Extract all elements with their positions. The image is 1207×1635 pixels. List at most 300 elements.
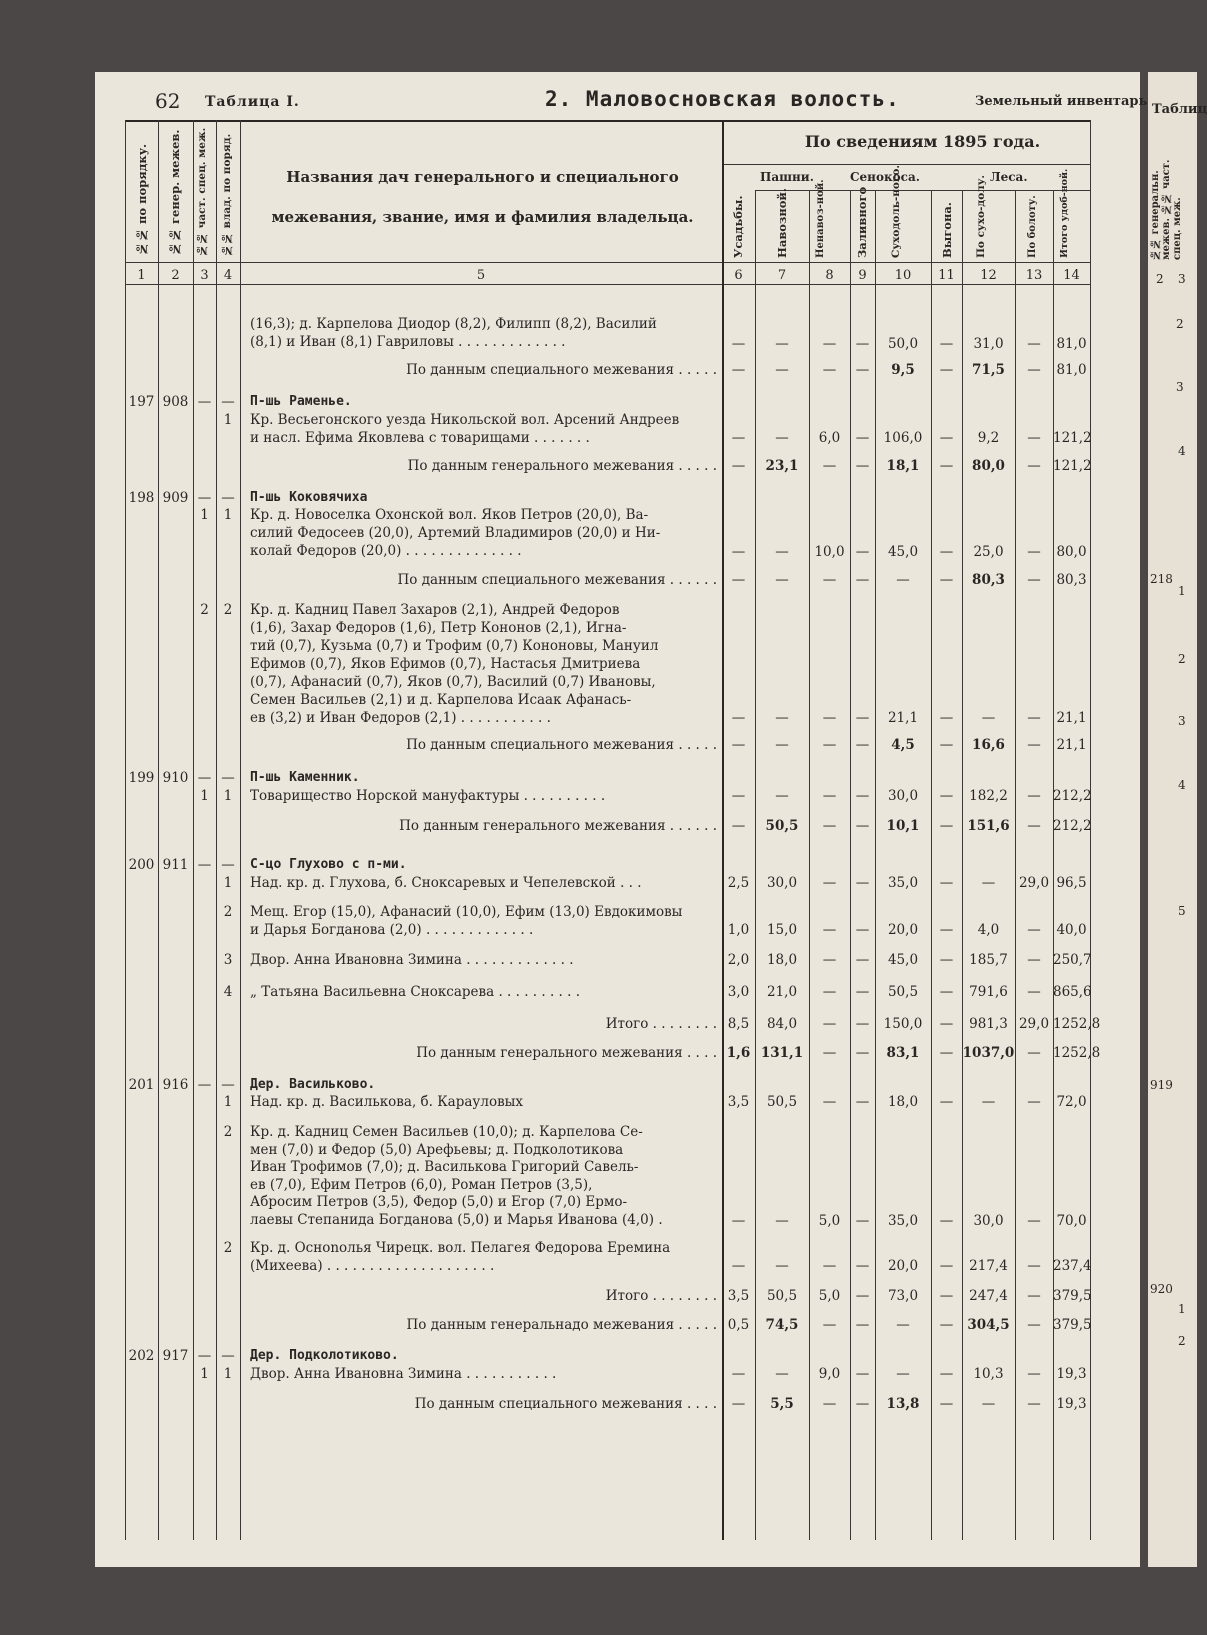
- value-cell: —: [775, 430, 789, 446]
- owner-index: 1: [223, 1366, 233, 1382]
- value-cell: —: [1027, 544, 1041, 560]
- owner-index: 2: [223, 602, 233, 618]
- value-cell: 4,0: [977, 922, 1000, 938]
- col12-header: По сухо-долу.: [975, 174, 987, 258]
- value-cell: —: [939, 875, 954, 891]
- value-cell: —: [731, 710, 746, 726]
- value-cell: —: [775, 737, 789, 753]
- owner-index: 1: [200, 788, 209, 804]
- summary-text: По данным специального межевания . . . . . .: [397, 572, 717, 588]
- value-cell: —: [775, 1258, 789, 1274]
- vline-c13: [1053, 190, 1054, 1540]
- col8-header: Ненавоз-ной.: [815, 179, 826, 258]
- value-cell: —: [939, 737, 954, 753]
- value-cell: 25,0: [973, 544, 1004, 560]
- colnum-11: 11: [938, 268, 955, 283]
- next-page-header: Таблиц: [1152, 102, 1207, 117]
- value-cell: —: [855, 336, 870, 352]
- value-cell: —: [981, 1094, 996, 1110]
- value-cell: 247,4: [969, 1288, 1008, 1304]
- value-cell: 185,7: [969, 952, 1008, 968]
- next-page-number: 1: [1178, 584, 1186, 598]
- senokosa-header: Сенокоса.: [850, 170, 920, 184]
- col3-header: №№ част. спец. меж.: [196, 127, 208, 256]
- general-survey-number: 917: [162, 1348, 189, 1364]
- entry-text: (8,1) и Иван (8,1) Гавриловы . . . . . . . . . . . . .: [250, 334, 566, 350]
- value-cell: 20,0: [887, 922, 919, 938]
- value-cell: 131,1: [760, 1045, 804, 1061]
- summary-text: По данным специального межевания . . . . .: [406, 737, 717, 753]
- owner-number: —: [221, 857, 235, 873]
- value-cell: —: [1027, 952, 1041, 968]
- value-cell: —: [731, 1396, 746, 1412]
- year-rule: [723, 164, 1090, 165]
- col14-header: Итого удоб-ной.: [1059, 168, 1070, 258]
- owner-index: 2: [223, 1240, 233, 1256]
- value-cell: 981,3: [969, 1016, 1008, 1032]
- value-cell: 791,6: [969, 984, 1008, 1000]
- col10-header: Суходоль-ного.: [890, 164, 902, 258]
- value-cell: 19,3: [1056, 1366, 1087, 1382]
- value-cell: —: [775, 1213, 789, 1229]
- value-cell: —: [731, 818, 746, 834]
- entry-text: Товарищество Норской мануфактуры . . . . . . . . . .: [250, 788, 606, 804]
- general-survey-number: 909: [162, 490, 189, 506]
- entry-text: ев (3,2) и Иван Федоров (2,1) . . . . . . . . . . .: [250, 710, 551, 726]
- value-cell: —: [855, 875, 870, 891]
- value-cell: —: [1027, 458, 1041, 474]
- value-cell: 15,0: [766, 922, 798, 938]
- value-cell: 1037,0: [962, 1045, 1015, 1061]
- vline-c9: [875, 190, 876, 1540]
- owner-index: 3: [223, 952, 233, 968]
- value-cell: 50,5: [887, 984, 919, 1000]
- value-cell: 3,5: [727, 1094, 750, 1110]
- value-cell: —: [1027, 1366, 1041, 1382]
- value-cell: 96,5: [1056, 875, 1087, 891]
- right-header-label: Земельный инвентарь: [975, 94, 1148, 109]
- value-cell: 5,5: [770, 1396, 794, 1412]
- owner-number: —: [221, 770, 235, 786]
- entry-text: Семен Васильев (2,1) и д. Карпелова Исаак Афанась-: [250, 692, 632, 708]
- next-page-number: 2: [1178, 652, 1186, 666]
- colnum-9: 9: [858, 268, 867, 283]
- next-page-number: 4: [1178, 778, 1186, 792]
- owner-index: 1: [223, 507, 233, 523]
- value-cell: —: [855, 1366, 870, 1382]
- value-cell: 212,2: [1053, 818, 1092, 834]
- entry-text: колай Федоров (20,0) . . . . . . . . . . . . . .: [250, 543, 522, 559]
- value-cell: 80,3: [972, 572, 1005, 588]
- next-page-number: 218: [1150, 572, 1173, 586]
- next-page-number: 2: [1178, 1334, 1186, 1348]
- value-cell: 23,1: [765, 458, 799, 474]
- owner-index: 1: [200, 507, 209, 523]
- entry-text: (0,7), Афанасий (0,7), Яков (0,7), Василий (0,7) Ивановы,: [250, 674, 656, 690]
- group-rule: [755, 190, 1090, 191]
- value-cell: 217,4: [969, 1258, 1008, 1274]
- value-cell: 29,0: [1018, 875, 1050, 891]
- owner-index: 1: [223, 788, 233, 804]
- value-cell: 83,1: [886, 1045, 920, 1061]
- value-cell: —: [939, 818, 954, 834]
- value-cell: 72,0: [1056, 1094, 1087, 1110]
- value-cell: 31,0: [973, 336, 1004, 352]
- value-cell: —: [822, 1396, 837, 1412]
- value-cell: 9,5: [891, 362, 915, 378]
- value-cell: —: [855, 1016, 870, 1032]
- value-cell: —: [939, 1288, 954, 1304]
- value-cell: 8,5: [727, 1016, 750, 1032]
- colnum-2: 2: [171, 268, 180, 283]
- value-cell: 3,5: [727, 1288, 750, 1304]
- col5-header-line1: Названия дач генерального и специального: [286, 168, 679, 186]
- value-cell: —: [731, 362, 746, 378]
- vline-c2: [193, 120, 194, 1540]
- value-cell: —: [822, 362, 837, 378]
- entry-text: Иван Трофимов (7,0); д. Василькова Григорий Савель-: [250, 1159, 639, 1175]
- value-cell: —: [731, 1213, 746, 1229]
- value-cell: 10,1: [886, 818, 920, 834]
- value-cell: 70,0: [1056, 1213, 1087, 1229]
- general-survey-number: 908: [162, 394, 189, 410]
- value-cell: 1252,8: [1053, 1016, 1101, 1032]
- col13-header: По болоту.: [1027, 195, 1038, 258]
- owner-index: 4: [223, 984, 233, 1000]
- value-cell: —: [981, 875, 996, 891]
- value-cell: —: [896, 572, 910, 588]
- value-cell: —: [1027, 818, 1041, 834]
- value-cell: 0,5: [727, 1317, 750, 1333]
- value-cell: 71,5: [972, 362, 1005, 378]
- value-cell: 35,0: [887, 875, 919, 891]
- owner-index: 1: [223, 1094, 233, 1110]
- value-cell: —: [1027, 430, 1041, 446]
- value-cell: —: [1027, 1258, 1041, 1274]
- value-cell: —: [855, 1317, 870, 1333]
- value-cell: 50,5: [766, 1094, 798, 1110]
- row-number: 197: [128, 394, 155, 410]
- value-cell: —: [855, 984, 870, 1000]
- summary-text: По данным генерального межевания . . . . .: [407, 458, 717, 474]
- general-survey-number: 910: [162, 770, 189, 786]
- value-cell: —: [1027, 1288, 1041, 1304]
- entry-text: Над. кр. д. Глухова, б. Сноксаревых и Чепелевской . . .: [250, 875, 642, 891]
- row-number: 202: [128, 1348, 155, 1364]
- entry-text: тий (0,7), Кузьма (0,7) и Трофим (0,7) Кононовы, Мануил: [250, 638, 659, 654]
- value-cell: —: [855, 1094, 870, 1110]
- colnum-rule: [125, 284, 1090, 285]
- value-cell: —: [939, 984, 954, 1000]
- value-cell: —: [939, 572, 954, 588]
- value-cell: —: [855, 430, 870, 446]
- value-cell: —: [822, 984, 837, 1000]
- value-cell: —: [775, 788, 789, 804]
- next-page-number: 1: [1178, 1302, 1186, 1316]
- value-cell: —: [822, 1016, 837, 1032]
- value-cell: —: [822, 952, 837, 968]
- owner-index: 1: [223, 412, 233, 428]
- value-cell: —: [855, 737, 870, 753]
- vline-c6: [755, 190, 756, 1540]
- entry-text: „ Татьяна Васильевна Сноксарева . . . . . . . . . .: [250, 984, 580, 1000]
- value-cell: —: [822, 572, 837, 588]
- value-cell: —: [775, 362, 789, 378]
- general-survey-number: 911: [162, 857, 189, 873]
- entry-text: (Михеева) . . . . . . . . . . . . . . . . . . . .: [250, 1258, 495, 1274]
- value-cell: —: [939, 1366, 954, 1382]
- value-cell: —: [731, 737, 746, 753]
- vline-c4: [240, 120, 241, 1540]
- colnum-13: 13: [1025, 268, 1043, 283]
- value-cell: —: [775, 572, 789, 588]
- colnum-8: 8: [825, 268, 834, 283]
- special-survey-number: —: [197, 770, 212, 786]
- summary-text: По данным специального межевания . . . .: [414, 1396, 717, 1412]
- pashni-header: Пашни.: [760, 170, 814, 184]
- value-cell: —: [822, 788, 837, 804]
- value-cell: 80,0: [972, 458, 1005, 474]
- value-cell: —: [896, 1366, 910, 1382]
- colnum-12: 12: [980, 268, 997, 283]
- value-cell: 250,7: [1053, 952, 1092, 968]
- value-cell: 379,5: [1053, 1317, 1092, 1333]
- value-cell: —: [1027, 1317, 1041, 1333]
- value-cell: 10,0: [814, 544, 845, 560]
- value-cell: 74,5: [765, 1317, 799, 1333]
- value-cell: —: [855, 1288, 870, 1304]
- owner-number: —: [221, 490, 235, 506]
- summary-text: По данным генерального межевания . . . .: [416, 1045, 717, 1061]
- entry-text: (1,6), Захар Федоров (1,6), Петр Кононов (2,1), Игна-: [250, 620, 627, 636]
- value-cell: 2,0: [727, 952, 750, 968]
- value-cell: 121,2: [1053, 430, 1092, 446]
- value-cell: —: [855, 710, 870, 726]
- vline-c10: [931, 190, 932, 1540]
- value-cell: 5,0: [818, 1213, 841, 1229]
- value-cell: —: [731, 458, 746, 474]
- value-cell: —: [939, 1094, 954, 1110]
- col4-header: №№ влад. по поряд.: [221, 133, 233, 256]
- vline-c0: [125, 120, 126, 1540]
- value-cell: —: [731, 1366, 746, 1382]
- value-cell: 4,5: [891, 737, 915, 753]
- value-cell: —: [939, 1396, 954, 1412]
- entry-text: и Дарья Богданова (2,0) . . . . . . . . . . . . .: [250, 922, 534, 938]
- vline-c8: [850, 190, 851, 1540]
- value-cell: —: [775, 336, 789, 352]
- value-cell: —: [1027, 922, 1041, 938]
- colnum-1: 1: [137, 268, 146, 283]
- value-cell: 121,2: [1053, 458, 1092, 474]
- value-cell: —: [939, 922, 954, 938]
- value-cell: 2,5: [727, 875, 750, 891]
- value-cell: —: [939, 362, 954, 378]
- next-page-number: 2: [1176, 317, 1184, 331]
- entry-text: лаевы Степанида Богданова (5,0) и Марья Иванова (4,0) .: [250, 1211, 663, 1228]
- year-header: По сведениям 1895 года.: [804, 132, 1041, 151]
- special-survey-number: —: [197, 394, 212, 410]
- value-cell: 16,6: [972, 737, 1005, 753]
- next-page-number: 3: [1176, 380, 1184, 394]
- value-cell: 29,0: [1018, 1016, 1050, 1032]
- next-page-number: 3: [1178, 714, 1186, 728]
- entry-text: Кр. д. Осноnолья Чирецк. вол. Пелагея Федорова Еремина: [250, 1240, 671, 1256]
- value-cell: 73,0: [887, 1288, 919, 1304]
- value-cell: —: [939, 952, 954, 968]
- summary-text: По данным специального межевания . . . . .: [406, 362, 717, 378]
- value-cell: —: [939, 710, 954, 726]
- value-cell: —: [775, 710, 789, 726]
- entry-text: Над. кр. д. Василькова, б. Карауловых: [250, 1094, 524, 1110]
- value-cell: 1252,8: [1053, 1045, 1101, 1061]
- value-cell: —: [939, 544, 954, 560]
- value-cell: —: [731, 572, 746, 588]
- value-cell: 30,0: [766, 875, 798, 891]
- next-page-sliver: [1148, 72, 1207, 1567]
- summary-text: По данным генерального межевания . . . . . .: [399, 818, 717, 834]
- value-cell: 5,0: [818, 1288, 841, 1304]
- value-cell: 13,8: [886, 1396, 920, 1412]
- table-label: Таблица I.: [205, 94, 300, 110]
- estate-name: П-шь Коковячиха: [250, 490, 368, 505]
- value-cell: 3,0: [727, 984, 750, 1000]
- value-cell: —: [855, 1213, 870, 1229]
- estate-name: Дер. Подколотиково.: [250, 1348, 399, 1363]
- value-cell: —: [939, 458, 954, 474]
- volost-title: 2. Маловосновская волость.: [545, 87, 900, 111]
- entry-text: ев (7,0), Ефим Петров (6,0), Роман Петров (3,5),: [250, 1176, 593, 1193]
- value-cell: 80,3: [1056, 572, 1087, 588]
- owner-number: —: [221, 394, 235, 410]
- value-cell: 182,2: [969, 788, 1008, 804]
- value-cell: 21,1: [1056, 737, 1087, 753]
- colnum-10: 10: [894, 268, 912, 283]
- next-page-number: 920: [1150, 1282, 1173, 1296]
- value-cell: —: [939, 336, 954, 352]
- value-cell: 379,5: [1053, 1288, 1092, 1304]
- summary-text: Итого . . . . . . . .: [605, 1288, 717, 1304]
- entry-text: и насл. Ефима Яковлева с товарищами . . . . . . .: [250, 430, 590, 446]
- value-cell: 18,1: [886, 458, 920, 474]
- entry-text: Двор. Анна Ивановна Зимина . . . . . . . . . . . . .: [250, 952, 574, 968]
- special-survey-number: —: [197, 1077, 212, 1093]
- value-cell: 21,0: [766, 984, 798, 1000]
- value-cell: 35,0: [887, 1213, 919, 1229]
- value-cell: —: [981, 710, 996, 726]
- value-cell: —: [1027, 336, 1041, 352]
- value-cell: —: [822, 336, 837, 352]
- value-cell: 81,0: [1056, 362, 1087, 378]
- value-cell: —: [731, 336, 746, 352]
- col5-header-line2: межевания, звание, имя и фамилия владельца.: [271, 208, 694, 226]
- page-number: 62: [155, 89, 181, 113]
- value-cell: —: [1027, 1094, 1041, 1110]
- value-cell: 9,2: [977, 430, 1000, 446]
- vline-c3: [216, 120, 217, 1540]
- row-number: 200: [128, 857, 155, 873]
- value-cell: —: [822, 875, 837, 891]
- value-cell: 21,1: [1056, 710, 1087, 726]
- value-cell: —: [1027, 737, 1041, 753]
- entry-text: мен (7,0) и Федор (5,0) Арефьевы; д. Подколотикова: [250, 1141, 624, 1158]
- value-cell: —: [1027, 1045, 1041, 1061]
- value-cell: —: [855, 1396, 870, 1412]
- value-cell: —: [855, 818, 870, 834]
- value-cell: 1,0: [727, 922, 750, 938]
- estate-name: П-шь Раменье.: [250, 394, 352, 409]
- value-cell: 80,0: [1056, 544, 1087, 560]
- colnum-5: 5: [476, 268, 486, 283]
- value-cell: —: [775, 544, 789, 560]
- value-cell: 1,6: [726, 1045, 751, 1061]
- value-cell: —: [775, 1366, 789, 1382]
- next-page-number: 3: [1178, 272, 1186, 286]
- value-cell: —: [1027, 572, 1041, 588]
- next-page-number: 5: [1178, 904, 1186, 918]
- owner-index: 1: [200, 1366, 209, 1382]
- lesa-header: Леса.: [990, 170, 1028, 184]
- owner-index: 1: [223, 875, 233, 891]
- value-cell: —: [855, 1045, 870, 1061]
- value-cell: —: [855, 544, 870, 560]
- value-cell: —: [939, 1258, 954, 1274]
- value-cell: —: [822, 737, 837, 753]
- value-cell: —: [1027, 362, 1041, 378]
- top-rule: [125, 120, 1090, 122]
- col11-header: Выгона.: [940, 202, 954, 258]
- entry-text: Кр. Весьегонского уезда Никольской вол. Арсений Андреев: [250, 412, 680, 428]
- value-cell: —: [939, 1016, 954, 1032]
- header-rule: [125, 262, 1090, 263]
- value-cell: —: [855, 788, 870, 804]
- value-cell: 50,5: [766, 1288, 798, 1304]
- value-cell: —: [822, 458, 837, 474]
- value-cell: 212,2: [1053, 788, 1092, 804]
- vline-c11: [962, 190, 963, 1540]
- value-cell: —: [855, 952, 870, 968]
- value-cell: —: [1027, 1396, 1041, 1412]
- vline-c7: [809, 190, 810, 1540]
- value-cell: —: [822, 1317, 837, 1333]
- estate-name: С-цо Глухово с п-ми.: [250, 857, 407, 872]
- value-cell: 50,0: [887, 336, 919, 352]
- next-page-number: 4: [1178, 444, 1186, 458]
- estate-name: П-шь Каменник.: [250, 770, 360, 785]
- value-cell: 6,0: [818, 430, 841, 446]
- value-cell: 45,0: [887, 952, 919, 968]
- value-cell: 20,0: [887, 1258, 919, 1274]
- value-cell: —: [981, 1396, 996, 1412]
- owner-number: —: [221, 1348, 235, 1364]
- value-cell: —: [939, 1045, 954, 1061]
- value-cell: —: [731, 788, 746, 804]
- special-survey-number: —: [197, 490, 212, 506]
- special-survey-number: —: [197, 857, 212, 873]
- value-cell: 304,5: [967, 1317, 1010, 1333]
- owner-index: 2: [223, 904, 233, 920]
- colnum-14: 14: [1063, 268, 1080, 283]
- owner-index: 2: [200, 602, 209, 618]
- vline-c1: [158, 120, 159, 1540]
- value-cell: —: [1027, 1213, 1041, 1229]
- value-cell: —: [822, 922, 837, 938]
- value-cell: —: [731, 544, 746, 560]
- value-cell: —: [939, 430, 954, 446]
- estate-name: Дер. Васильково.: [250, 1077, 376, 1092]
- value-cell: —: [822, 1045, 837, 1061]
- value-cell: —: [822, 1094, 837, 1110]
